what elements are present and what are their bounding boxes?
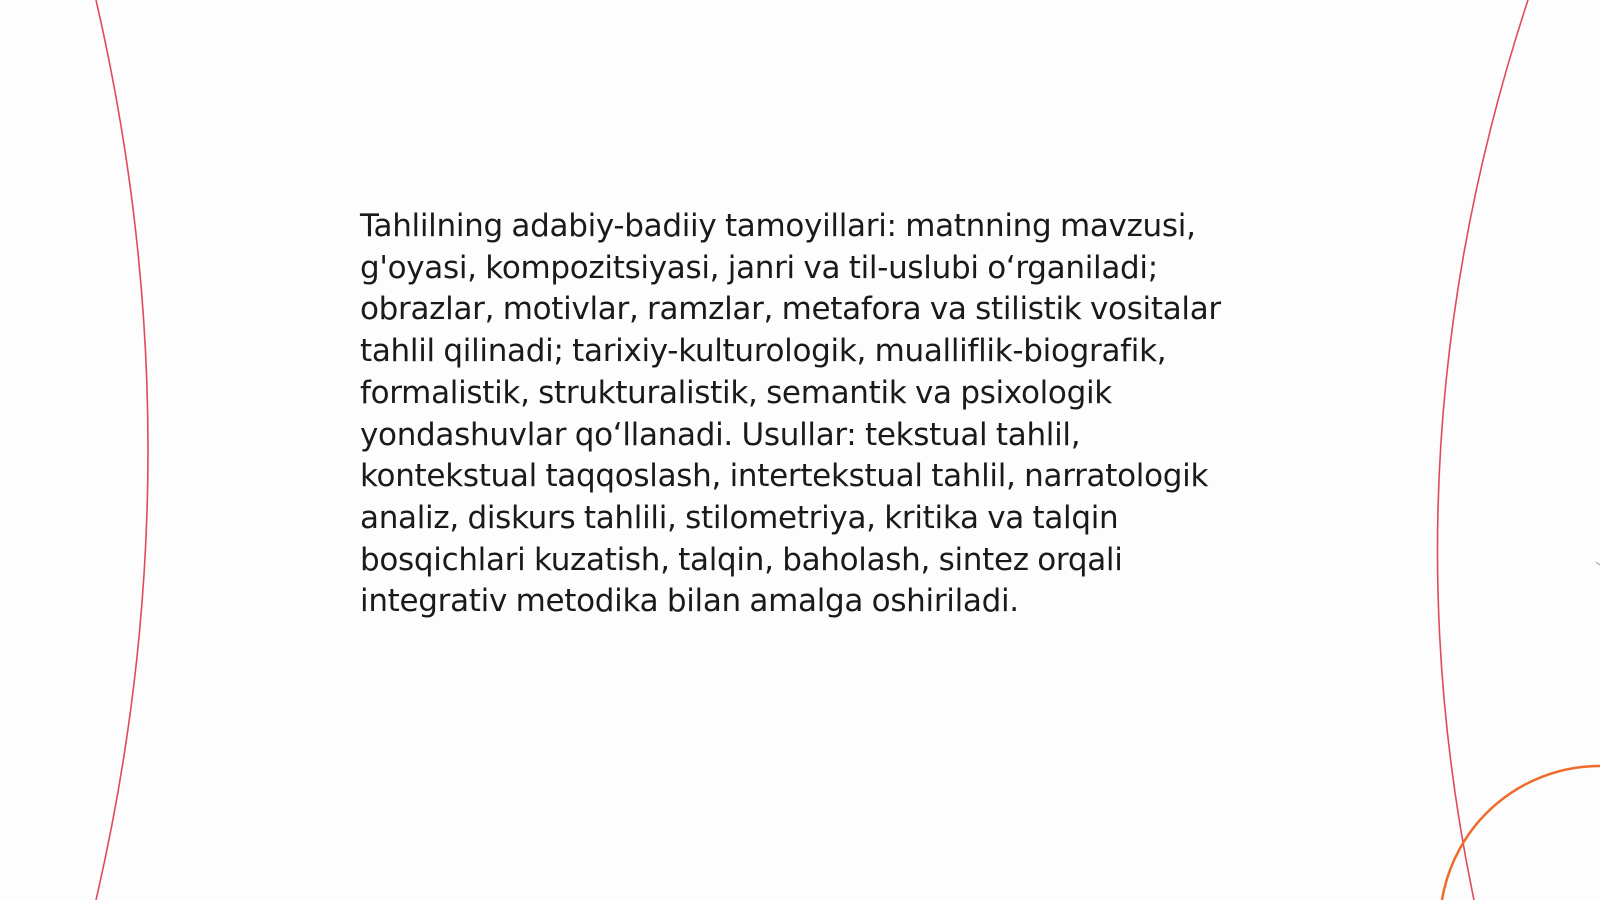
slide-body-text: Tahlilning adabiy-badiiy tamoyillari: matnning mavzusi, g'oyasi, kompozitsiyasi, janri va til-uslubi o‘rganiladi; obrazlar, motivlar, ramzlar, metafora va stilistik vositalar tahlil qilinadi; tarixiy-kulturologik, mualliflik-biografik, formalistik, strukturalistik, semantik va psixologik yondashuvlar qo‘llanadi. Usullar: tekstual tahlil, kontekstual taqqoslash, intertekstual tahlil, narratologik analiz, diskurs tahlili, stilometriya, kritika va talqin bosqichlari kuzatish, talqin, baholash, sintez orqali integrativ metodika bilan amalga oshiriladi. (360, 208, 1221, 620)
left-arc (96, 0, 148, 900)
right-arc (1437, 0, 1528, 900)
orange-circle-arc (1442, 766, 1600, 900)
edge-chevron (1596, 562, 1600, 565)
